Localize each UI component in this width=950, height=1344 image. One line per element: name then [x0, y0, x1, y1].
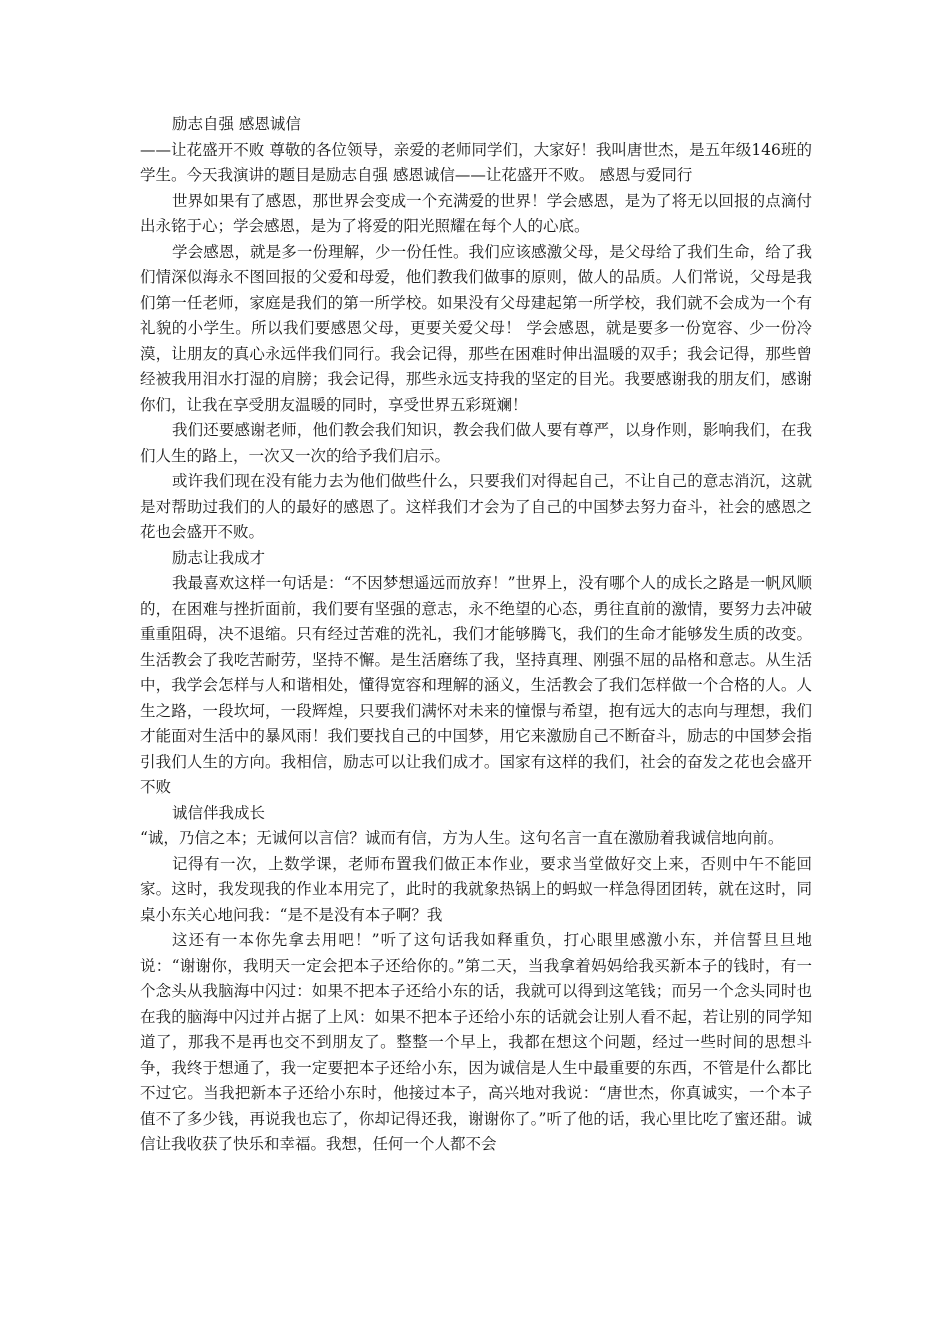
document-title: 励志自强 感恩诚信 — [172, 115, 301, 133]
paragraph: 我们还要感谢老师，他们教会我们知识，教会我们做人要有尊严，以身作则，影响我们，在我们人生的路上，一次又一次的给予我们启示。 — [140, 421, 812, 465]
section-heading: 诚信伴我成长 — [172, 803, 266, 822]
paragraph: 世界如果有了感恩，那世界会变成一个充满爱的世界！学会感恩，是为了将无以回报的点滴付出永铭于心；学会感恩，是为了将爱的阳光照耀在每个人的心底。 — [140, 191, 812, 235]
paragraph: 或许我们现在没有能力去为他们做些什么，只要我们对得起自己，不让自己的意志消沉，这就是对帮助过我们的人的最好的感恩了。这样我们才会为了自己的中国梦去努力奋斗，社会的感恩之花也会盛开不败。 — [140, 472, 812, 541]
paragraph: 学会感恩，就是多一份理解，少一份任性。我们应该感激父母，是父母给了我们生命，给了我们情深似海永不图回报的父爱和母爱，他们教我们做事的原则，做人的品质。人们常说，父母是我们第一任老师，家庭是我们的第一所学校。如果没有父母建起第一所学校，我们就不会成为一个有礼貌的小学生。所以我们要感恩父母，更要关爱父母！ 学会感恩，就是要多一份宽容、少一份冷漠，让朋友的真心永远伴我们同行。我会记得，那些在困难时伸出温暖的双手；我会记得，那些曾经被我用泪水打湿的肩膀；我会记得，那些永远支持我的坚定的目光。我要感谢我的朋友们，感谢你们，让我在享受朋友温暖的同时，享受世界五彩斑斓！ — [140, 242, 812, 414]
document-body — [140, 112, 812, 1158]
paragraph: 记得有一次，上数学课，老师布置我们做正本作业，要求当堂做好交上来，否则中午不能回家。这时，我发现我的作业本用完了，此时的我就象热锅上的蚂蚁一样急得团团转，就在这时，同桌小东关心地问我：“是不是没有本子啊？我 — [140, 854, 812, 924]
paragraph: 这还有一本你先拿去用吧！”听了这句话我如释重负，打心眼里感激小东，并信誓旦旦地说：“谢谢你，我明天一定会把本子还给你的。”第二天，当我拿着妈妈给我买新本子的钱时，有一个念头从我脑海中闪过：如果不把本子还给小东的话，我就可以得到这笔钱；而另一个念头同时也在我的脑海中闪过并占据了上风：如果不把本子还给小东的话就会让别人看不起，若让别的同学知道了，那我不是再也交不到朋友了。整整一个早上，我都在想这个问题，经过一些时间的思想斗争，我终于想通了，我一定要把本子还给小东，因为诚信是人生中最重要的东西，不管是什么都比不过它。当我把新本子还给小东时，他接过本子，高兴地对我说：“唐世杰，你真诚实，一个本子值不了多少钱，再说我也忘了，你却记得还我，谢谢你了。”听了他的话，我心里比吃了蜜还甜。诚信让我收获了快乐和幸福。我想，任何一个人都不会 — [140, 931, 812, 1153]
section-heading: 励志让我成才 — [172, 548, 266, 567]
paragraph-quote: “诚，乃信之本；无诚何以言信？诚而有信，方为人生。这句名言一直在激励着我诚信地向前。 — [140, 829, 784, 847]
paragraph: 我最喜欢这样一句话是：“不因梦想遥远而放弃！”世界上，没有哪个人的成长之路是一帆风顺的，在困难与挫折面前，我们要有坚强的意志，永不绝望的心态，勇往直前的激情，要努力去冲破重重阻碍，决不退缩。只有经过苦难的洗礼，我们才能够腾飞，我们的生命才能够发生质的改变。生活教会了我吃苦耐劳，坚持不懈。是生活磨练了我，坚持真理、刚强不屈的品格和意志。从生活中，我学会怎样与人和谐相处，懂得宽容和理解的涵义，生活教会了我们怎样做一个合格的人。人生之路，一段坎坷，一段辉煌，只要我们满怀对未来的憧憬与希望，抱有远大的志向与理想，我们才能面对生活中的暴风雨！我们要找自己的中国梦，用它来激励自己不断奋斗，励志的中国梦会指引我们人生的方向。我相信，励志可以让我们成才。国家有这样的我们，社会的奋发之花也会盛开不败 — [140, 574, 812, 796]
paragraph-intro: ——让花盛开不败 尊敬的各位领导，亲爱的老师同学们，大家好！我叫唐世杰，是五年级146班的学生。今天我演讲的题目是励志自强 感恩诚信——让花盛开不败。 感恩与爱同行 — [140, 140, 812, 184]
